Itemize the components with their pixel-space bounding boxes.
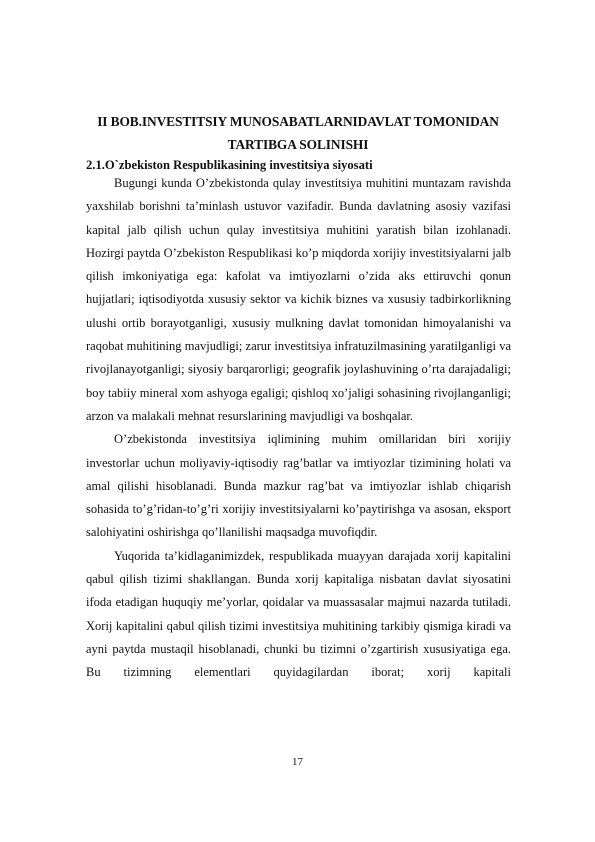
page-number: 17 bbox=[292, 756, 303, 768]
section-title: 2.1.O`zbekiston Respublikasining investitsiya siyosati bbox=[86, 158, 373, 172]
chapter-title-line-2: TARTIBGA SOLINISHI bbox=[227, 137, 369, 152]
paragraph: Yuqorida ta’kidlaganimizdek, respublikada muayyan darajada xorij kapitalini qabul qilish tizimi shakllangan. Bunda xorij kapitaliga nisbatan davlat siyosatini ifoda etadigan huquqiy me’yorlar, qoidalar va muassasalar majmui nazarda tutiladi. Xorij kapitalini qabul qilish tizimi investitsiya muhitining tarkibiy qismiga kiradi va ayni paytda mustaqil hisoblanadi, chunki bu tizimni o’zgartirish xususiyatiga ega. Bu tizimning elementlari quyidagilardan iborat; xorij kapitali bbox=[86, 548, 511, 680]
paragraph: O’zbekistonda investitsiya iqlimining muhim omillaridan biri xorijiy investorlar uchun moliyaviy-iqtisodiy rag’batlar va imtiyozlar tizimining holati va amal qilishi hisoblanadi. Bunda mazkur rag’bat va imtiyozlar ishlab chiqarish sohasida to’g’ridan-to’g’ri xorijiy investitsiyalarni ko’paytirishga va asosan, eksport salohiyatini oshirishga qo’llanilishi maqsadga muvofiqdir. bbox=[86, 432, 511, 540]
chapter-title-line-1: II BOB.INVESTITSIY MUNOSABATLARNIDAVLAT TOMONIDAN bbox=[97, 114, 499, 129]
paragraph: Bugungi kunda O’zbekistonda qulay investitsiya muhitini muntazam ravishda yaxshilab borishni ta’minlash ustuvor vazifadir. Bunda davlatning asosiy vazifasi kapital jalb qilish uchun qulay investitsiya muhitini yaratish bilan izohlanadi. Hozirgi paytda O’zbekiston Respublikasi ko’p miqdorda xorijiy investitsiyalarni jalb qilish imkoniyatiga ega: kafolat va imtiyozlarni o’zida aks ettiruvchi qonun hujjatlari; iqtisodiyotda xususiy sektor va kichik biznes va xususiy tadbirkorlikning ulushi ortib borayotganligi, xususiy mulkning davlat tomonidan himoyalanishi va raqobat muhitining mavjudligi; zarur investitsiya infratuzilmasining yaratilganligi va rivojlanayotganligi; siyosiy barqarorligi; geografik joylashuvining o’rta darajadaligi; boy tabiiy mineral xom ashyoga egaligi; qishloq xo’jaligi sohasining rivojlanganligi; arzon va malakali mehnat resurslarining mavjudligi va boshqalar. bbox=[86, 176, 511, 423]
body-text bbox=[86, 172, 511, 685]
chapter-title bbox=[86, 110, 510, 156]
